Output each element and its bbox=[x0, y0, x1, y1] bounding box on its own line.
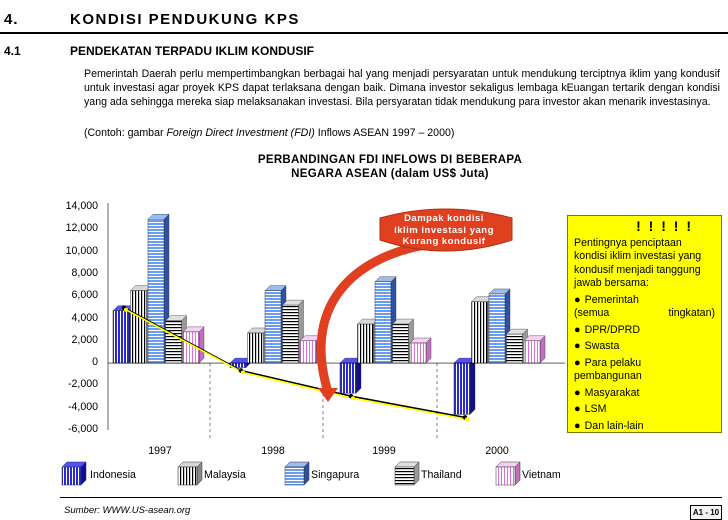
bar-vietnam-2000 bbox=[524, 336, 545, 363]
y-tick-label: 10,000 bbox=[65, 244, 98, 257]
source-citation: Sumber: WWW.US-asean.org bbox=[64, 505, 191, 516]
footer-divider bbox=[60, 497, 722, 498]
list-item: ● Swasta bbox=[574, 340, 715, 354]
annotation-line: Dampak kondisi bbox=[404, 213, 484, 224]
annotation-line: iklim investasi yang bbox=[394, 224, 494, 236]
list-item-sub: (semua tingkatan) bbox=[574, 307, 715, 319]
page-number-badge: A1 - 10 bbox=[690, 505, 722, 520]
y-tick-label: -6,000 bbox=[67, 423, 98, 435]
x-tick-label: 2000 bbox=[485, 445, 509, 457]
exclamation-marks: ! ! ! ! ! bbox=[636, 218, 693, 234]
legend-label-thailand: Thailand bbox=[421, 469, 462, 481]
subsection-number: 4.1 bbox=[4, 44, 21, 58]
legend-label-indonesia: Indonesia bbox=[90, 469, 136, 481]
example-prefix: (Contoh: gambar bbox=[84, 127, 167, 139]
y-tick-label: 12,000 bbox=[65, 222, 98, 235]
legend-swatch-indonesia bbox=[62, 462, 86, 485]
y-tick-label: 2,000 bbox=[71, 333, 98, 346]
impact-annotation bbox=[378, 213, 510, 248]
y-tick-label: 0 bbox=[92, 356, 98, 369]
legend-swatch-vietnam bbox=[496, 462, 520, 485]
list-item: ● Para pelaku pembangunan bbox=[574, 357, 715, 384]
chart-title-line2: NEGARA ASEAN (dalam US$ Juta) bbox=[291, 168, 489, 180]
trend-point-highlight bbox=[351, 396, 355, 400]
legend-swatch-thailand bbox=[395, 462, 419, 485]
bar-vietnam-1999 bbox=[410, 338, 431, 363]
trend-point-highlight bbox=[465, 417, 469, 421]
y-tick-label: 14,000 bbox=[65, 200, 98, 212]
x-tick-label: 1997 bbox=[148, 445, 172, 457]
x-tick-label: 1999 bbox=[372, 445, 396, 457]
y-tick-label: 4,000 bbox=[71, 311, 98, 324]
bar-indonesia-2000 bbox=[454, 358, 475, 414]
x-tick-label: 1998 bbox=[261, 445, 285, 457]
chart-title-line1: PERBANDINGAN FDI INFLOWS DI BEBERAPA bbox=[257, 154, 523, 166]
list-item-sub: pembangunan bbox=[574, 370, 642, 382]
legend-swatch-malaysia bbox=[178, 462, 202, 485]
example-italic: Foreign Direct Investment (FDI) bbox=[166, 127, 315, 139]
list-item: ● DPR/DPRD bbox=[574, 324, 715, 338]
impact-arrowhead bbox=[318, 388, 338, 402]
list-item: ● Dan lain-lain bbox=[574, 420, 715, 434]
trend-point-highlight bbox=[124, 308, 128, 312]
legend-label-vietnam: Vietnam bbox=[522, 469, 561, 481]
annotation-line: Kurang kondusif bbox=[402, 236, 486, 247]
list-item: ● Pemerintah (semua tingkatan) bbox=[574, 294, 715, 321]
y-tick-label: 8,000 bbox=[71, 266, 98, 279]
subsection-title: PENDEKATAN TERPADU IKLIM KONDUSIF bbox=[70, 44, 314, 58]
list-item: ● Masyarakat bbox=[574, 387, 715, 401]
responsibility-box bbox=[567, 215, 722, 433]
y-tick-label: -4,000 bbox=[67, 400, 98, 413]
section-number: 4. bbox=[4, 11, 19, 28]
legend-label-singapura: Singapura bbox=[311, 469, 360, 481]
list-item: ● LSM bbox=[574, 403, 715, 417]
trend-point-highlight bbox=[241, 371, 245, 375]
y-tick-label: 6,000 bbox=[71, 289, 98, 302]
y-tick-label: -2,000 bbox=[67, 378, 98, 391]
body-paragraph: Pemerintah Daerah perlu mempertimbangkan berbagai hal yang menjadi persyaratan untuk mendukung terciptnya iklim yang kondusif untuk investasi agar proyek KPS dapat terlaksana dengan baik. Dimana investor sekaligus lembaga kEuangan tertarik dengan kondisi yang ada sehingga mereka siap melaksanakan investasi. Bila persyaratan tidak mendukung para investor akan menarik investasinya. bbox=[84, 68, 720, 108]
section-title: KONDISI PENDUKUNG KPS bbox=[70, 11, 300, 28]
legend-swatch-singapura bbox=[285, 462, 309, 485]
legend-label-malaysia: Malaysia bbox=[204, 469, 246, 481]
sidebox-intro: Pentingnya penciptaan kondisi iklim investasi yang kondusif menjadi tanggung jawab bersama: bbox=[574, 236, 702, 289]
example-suffix: Inflows ASEAN 1997 – 2000) bbox=[314, 127, 455, 139]
